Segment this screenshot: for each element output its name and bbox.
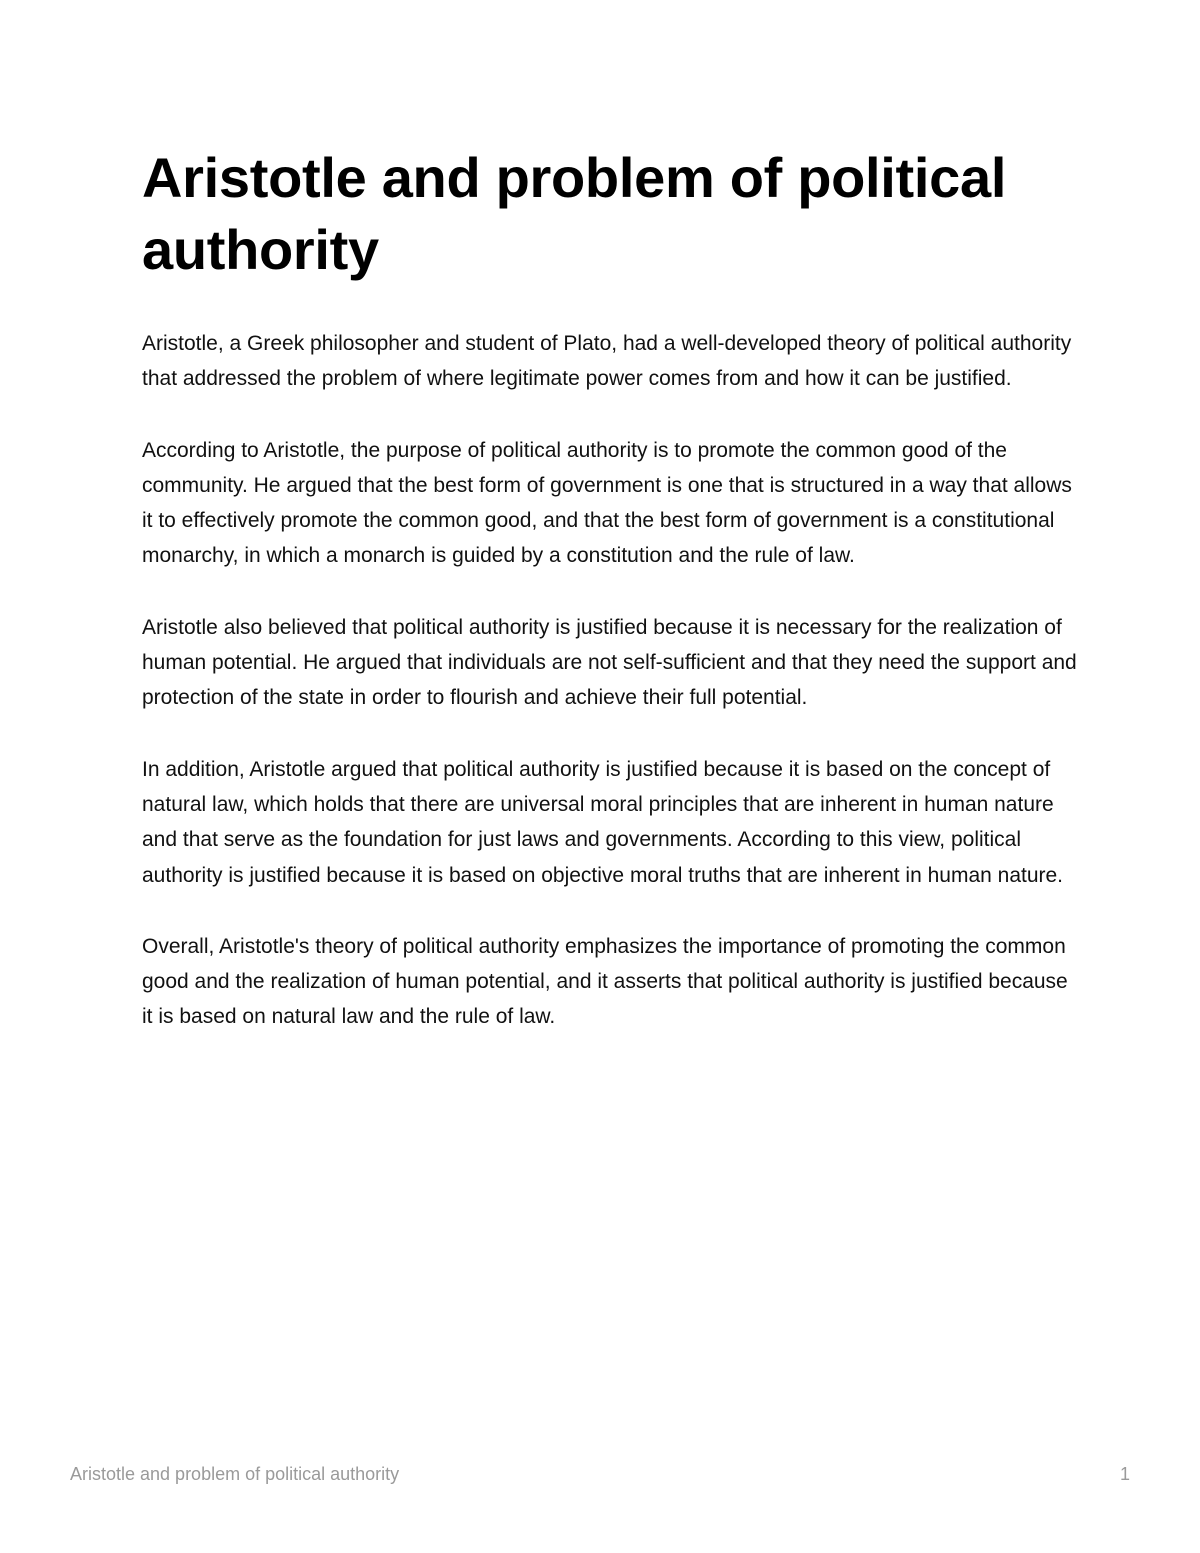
document-body [142,326,1082,1071]
paragraph-purpose: According to Aristotle, the purpose of political authority is to promote the common good of the community. He argued that the best form of government is one that is structured in a way that allows it to effectively promote the common good, and that the best form of government is a constitutional monarchy, in which a monarch is guided by a constitution and the rule of law. [142,438,1072,568]
paragraph-intro: Aristotle, a Greek philosopher and student of Plato, had a well-developed theory of political authority that addressed the problem of where legitimate power comes from and how it can be justified. [142,332,1072,391]
paragraph-overall: Overall, Aristotle's theory of political authority emphasizes the importance of promoting the common good and the realization of human potential, and it asserts that political authority is justified because it is based on natural law and the rule of law. [142,934,1068,1029]
footer-title: Aristotle and problem of political authority [70,1464,400,1484]
paragraph-human-potential: Aristotle also believed that political authority is justified because it is necessary for the realization of human potential. He argued that individuals are not self-sufficient and that they need the support and protection of the state in order to flourish and achieve their full potential. [142,615,1077,710]
paragraph-natural-law: In addition, Aristotle argued that political authority is justified because it is based on the concept of natural law, which holds that there are universal moral principles that are inherent in human nature and that serve as the foundation for just laws and governments. According to this view, political authority is justified because it is based on objective moral truths that are inherent in human nature. [142,757,1064,887]
document-title: Aristotle and problem of political authority [142,146,1007,281]
page-number: 1 [1119,1464,1130,1484]
